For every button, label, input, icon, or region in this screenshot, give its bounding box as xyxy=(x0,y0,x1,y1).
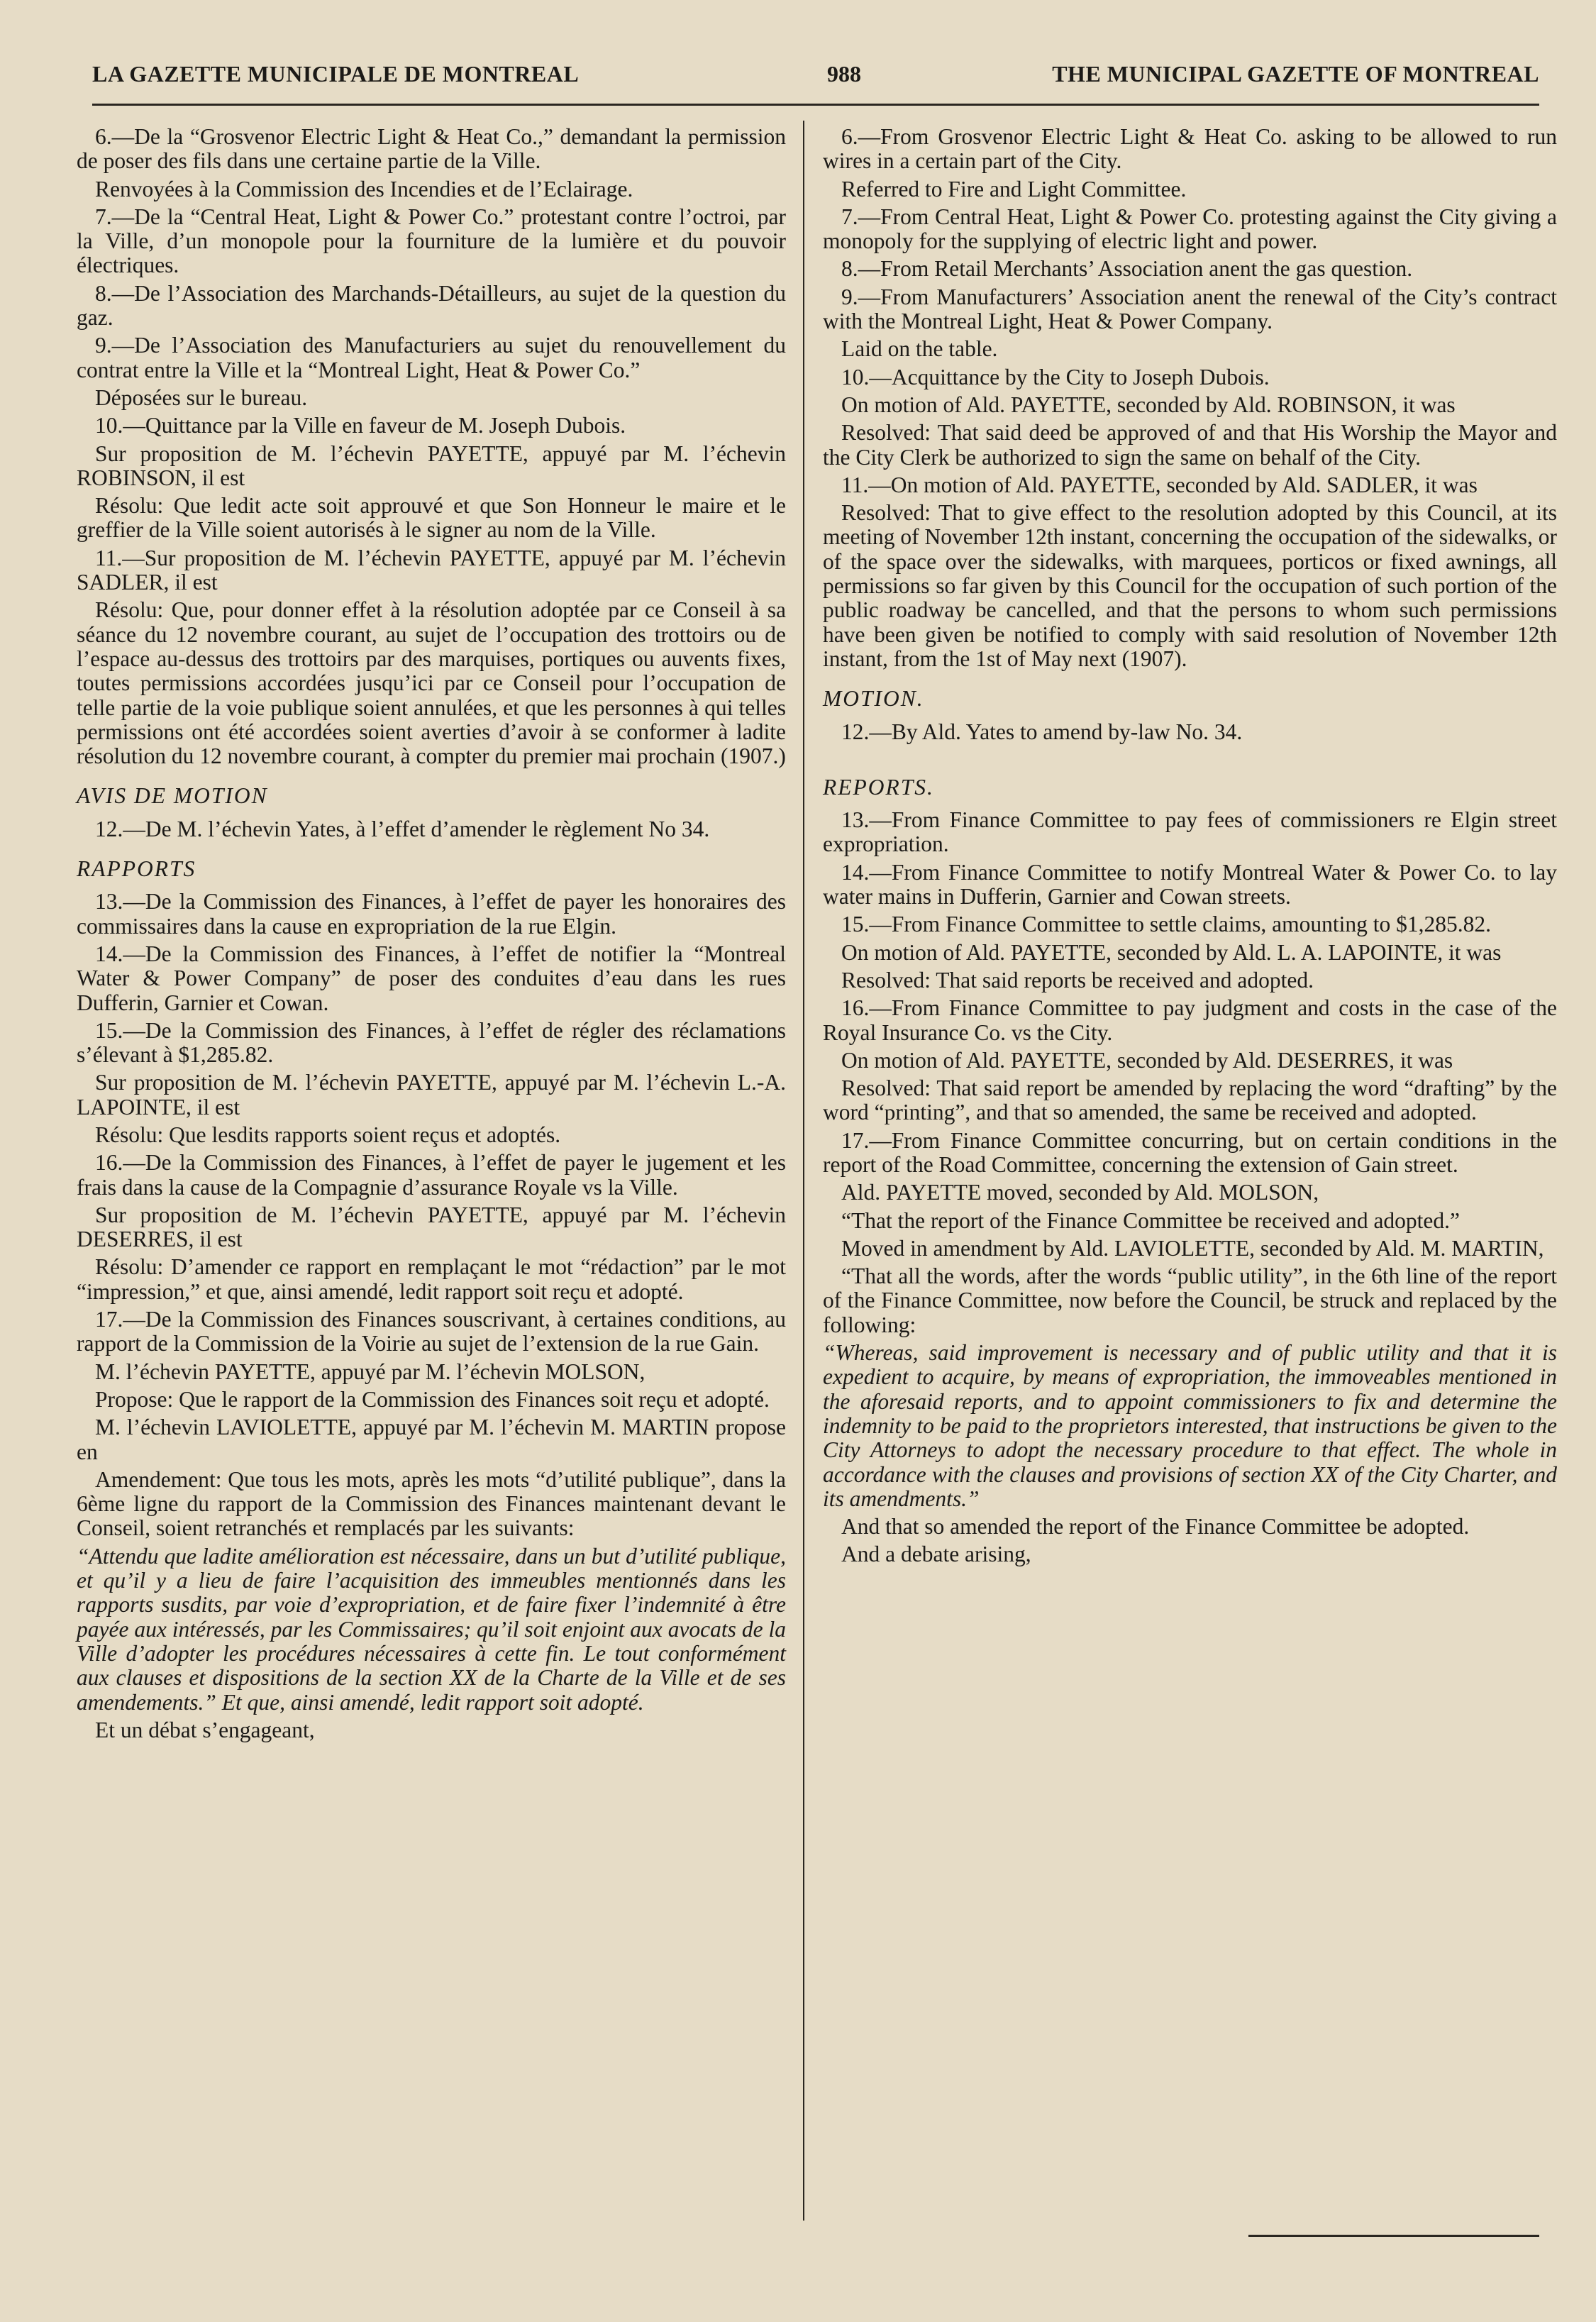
paragraph: 6.—De la “Grosvenor Electric Light & Heat Co.,” demandant la permission de poser des fils dans une certaine partie de la Ville. xyxy=(77,124,786,174)
paragraph: 11.—On motion of Ald. PAYETTE, seconded by Ald. SADLER, it was xyxy=(841,472,1478,497)
paragraph: Amendement: Que tous les mots, après les mots “d’utilité publique”, dans la 6ème ligne du rapport de la Commission des Finances maintenant devant le Conseil, soient retranchés et remplacés par les suivants: xyxy=(77,1466,786,1541)
paragraph: 10.—Quittance par la Ville en faveur de M. Joseph Dubois. xyxy=(95,413,626,438)
paragraph: 9.—De l’Association des Manufacturiers au sujet du renouvellement du contrat entre la Ville et la “Montreal Light, Heat & Power Co.” xyxy=(77,333,786,382)
paragraph: 7.—De la “Central Heat, Light & Power Co.” protestant contre l’octroi, par la Ville, d’un monopole pour la fourniture de la lumière et du pouvoir électriques. xyxy=(77,204,786,278)
paragraph: 16.—From Finance Committee to pay judgment and costs in the case of the Royal Insurance Co. vs the City. xyxy=(823,995,1557,1045)
paragraph: 8.—From Retail Merchants’ Association anent the gas question. xyxy=(841,256,1413,282)
section-heading: AVIS DE MOTION xyxy=(77,783,268,809)
paragraph: “That the report of the Finance Committee be received and adopted.” xyxy=(841,1207,1461,1233)
page-header xyxy=(92,61,1539,98)
paragraph: 17.—From Finance Committee concurring, but on certain conditions in the report of the Road Committee, concerning the extension of Gain street. xyxy=(823,1127,1557,1177)
paragraph: 17.—De la Commission des Finances souscrivant, à certaines conditions, au rapport de la Commission de la Voirie au sujet de l’extension de la rue Gain. xyxy=(77,1307,786,1356)
paragraph: “That all the words, after the words “public utility”, in the 6th line of the report of the Finance Committee, now before the Council, be struck and replaced by the following: xyxy=(823,1264,1557,1337)
paragraph: 12.—De M. l’échevin Yates, à l’effet d’amender le règlement No 34. xyxy=(95,816,710,841)
paragraph: Et un débat s’engageant, xyxy=(95,1717,315,1742)
paragraph: Ald. PAYETTE moved, seconded by Ald. MOLSON, xyxy=(841,1180,1319,1205)
header-title-english: THE MUNICIPAL GAZETTE OF MONTREAL xyxy=(1052,61,1539,87)
paragraph: Sur proposition de M. l’échevin PAYETTE, appuyé par M. l’échevin DESERRES, il est xyxy=(77,1202,786,1252)
paragraph: Résolu: Que lesdits rapports soient reçus et adoptés. xyxy=(95,1122,561,1147)
paragraph: 10.—Acquittance by the City to Joseph Dubois. xyxy=(841,364,1270,389)
paragraph: Resolved: That said report be amended by replacing the word “drafting” by the word “printing”, and that so amended, the same be received and adopted. xyxy=(823,1076,1557,1125)
paragraph: 14.—De la Commission des Finances, à l’effet de notifier la “Montreal Water & Power Company” de poser des conduites d’eau dans les rues Dufferin, Garnier et Cowan. xyxy=(77,941,786,1015)
paragraph: 15.—From Finance Committee to settle claims, amounting to $1,285.82. xyxy=(841,912,1492,937)
section-heading: REPORTS. xyxy=(823,774,934,800)
paragraph: And that so amended the report of the Finance Committee be adopted. xyxy=(841,1514,1470,1539)
paragraph: 13.—From Finance Committee to pay fees of commissioners re Elgin street expropriation. xyxy=(823,807,1557,857)
paragraph: 14.—From Finance Committee to notify Montreal Water & Power Co. to lay water mains in Dufferin, Garnier and Cowan streets. xyxy=(823,859,1557,910)
paragraph: 9.—From Manufacturers’ Association anent the renewal of the City’s contract with the Montreal Light, Heat & Power Company. xyxy=(823,284,1557,334)
paragraph: 15.—De la Commission des Finances, à l’effet de régler des réclamations s’élevant à $1,285.82. xyxy=(77,1017,786,1068)
paragraph: Resolved: That said deed be approved of and that His Worship the Mayor and the City Clerk be authorized to sign the same on behalf of the City. xyxy=(823,420,1557,470)
paragraph: And a debate arising, xyxy=(841,1542,1031,1567)
paragraph: Laid on the table. xyxy=(841,336,998,362)
paragraph: M. l’échevin PAYETTE, appuyé par M. l’échevin MOLSON, xyxy=(95,1359,645,1384)
column-divider xyxy=(803,121,804,2221)
paragraph: Propose: Que le rapport de la Commission des Finances soit reçu et adopté. xyxy=(95,1386,770,1412)
paragraph: 12.—By Ald. Yates to amend by-law No. 34. xyxy=(841,719,1243,744)
paragraph: 7.—From Central Heat, Light & Power Co. protesting against the City giving a monopoly for the supplying of electric light and power. xyxy=(823,204,1557,254)
paragraph: 6.—From Grosvenor Electric Light & Heat Co. asking to be allowed to run wires in a certain part of the City. xyxy=(823,124,1557,174)
paragraph: 16.—De la Commission des Finances, à l’effet de payer le jugement et les frais dans la cause de la Compagnie d’assurance Royale vs la Ville. xyxy=(77,1150,786,1200)
page-number: 988 xyxy=(827,61,861,87)
footer-rule xyxy=(1248,2235,1539,2237)
header-rule xyxy=(92,104,1539,106)
paragraph: 11.—Sur proposition de M. l’échevin PAYETTE, appuyé par M. l’échevin SADLER, il est xyxy=(77,545,786,595)
paragraph: Résolu: Que, pour donner effet à la résolution adoptée par ce Conseil à sa séance du 12 novembre courant, au sujet de l’occupation des trottoirs ou de l’espace au-dessus des trottoirs par des marquises, portiques ou auvents fixes, toutes permissions accordées jusqu’ici par ce Conseil pour l’occupation de telle partie de la voie publique soient annulées, et que les personnes à qui telles permissions ont été accordées soient averties d’avoir à se conformer à ladite résolution du 12 novembre courant, à compter du premier mai prochain (1907.) xyxy=(77,597,786,769)
quoted-amendment: “Whereas, said improvement is necessary and of public utility and that it is expedient to acquire, by means of expropriation, the immoveables mentioned in the aforesaid reports, and to appoint commissioners to fix and determine the indemnity to be paid to the proprietors interested, that instructions be given to the City Attorneys to adopt the necessary procedure to that effect. The whole in accordance with the clauses and provisions of section XX of the City Charter, and its amendments.” xyxy=(823,1340,1557,1511)
paragraph: Résolu: D’amender ce rapport en remplaçant le mot “rédaction” par le mot “impression,” et que, ainsi amendé, ledit rapport soit reçu et adopté. xyxy=(77,1254,786,1304)
french-column xyxy=(77,125,786,1746)
paragraph: Moved in amendment by Ald. LAVIOLETTE, seconded by Ald. M. MARTIN, xyxy=(841,1235,1544,1261)
paragraph: Sur proposition de M. l’échevin PAYETTE, appuyé par M. l’échevin ROBINSON, il est xyxy=(77,441,786,490)
paragraph: Sur proposition de M. l’échevin PAYETTE, appuyé par M. l’échevin L.-A. LAPOINTE, il est xyxy=(77,1070,786,1119)
paragraph: 13.—De la Commission des Finances, à l’effet de payer les honoraires des commissaires dans la cause en expropriation de la rue Elgin. xyxy=(77,889,786,939)
paragraph: Referred to Fire and Light Committee. xyxy=(841,176,1187,201)
quoted-amendment: “Attendu que ladite amélioration est nécessaire, dans un but d’utilité publique, et qu’il y a lieu de faire l’acquisition des immeubles mentionnés dans les rapports susdits, par voie d’expropriation, et de faire fixer l’indemnité à être payée aux intéressés, par les Commissaires; qu’il soit enjoint aux avocats de la Ville d’adopter les procédures nécessaires à cette fin. Le tout conformément aux clauses et dispositions de la section XX de la Charte de la Ville et de ses amendements.” Et que, ainsi amendé, ledit rapport soit adopté. xyxy=(77,1543,786,1715)
paragraph: 8.—De l’Association des Marchands-Détailleurs, au sujet de la question du gaz. xyxy=(77,280,786,331)
english-column xyxy=(823,125,1557,1571)
paragraph: On motion of Ald. PAYETTE, seconded by Ald. ROBINSON, it was xyxy=(841,392,1456,417)
paragraph: Resolved: That said reports be received and adopted. xyxy=(841,967,1314,993)
paragraph: Résolu: Que ledit acte soit approuvé et que Son Honneur le maire et le greffier de la Ville soient autorisés à le signer au nom de la Ville. xyxy=(77,493,786,543)
header-title-french: LA GAZETTE MUNICIPALE DE MONTREAL xyxy=(92,61,580,87)
paragraph: Resolved: That to give effect to the resolution adopted by this Council, at its meeting of November 12th instant, concerning the occupation of the sidewalks, or of the space over the sidewalks, with marquees, porticos or fixed awnings, all permissions so far given by this Council for the occupation of such portion of the public roadway be cancelled, and that the persons to whom such permissions have been given be notified to comply with said resolution of November 12th instant, from the 1st of May next (1907). xyxy=(823,500,1557,671)
section-heading: MOTION. xyxy=(823,686,924,712)
paragraph: Renvoyées à la Commission des Incendies et de l’Eclairage. xyxy=(95,176,633,201)
paragraph: On motion of Ald. PAYETTE, seconded by Ald. L. A. LAPOINTE, it was xyxy=(841,939,1502,965)
paragraph: Déposées sur le bureau. xyxy=(95,385,308,410)
paragraph: M. l’échevin LAVIOLETTE, appuyé par M. l’échevin M. MARTIN propose en xyxy=(77,1415,786,1464)
section-heading: RAPPORTS xyxy=(77,856,196,882)
paragraph: On motion of Ald. PAYETTE, seconded by Ald. DESERRES, it was xyxy=(841,1047,1453,1073)
